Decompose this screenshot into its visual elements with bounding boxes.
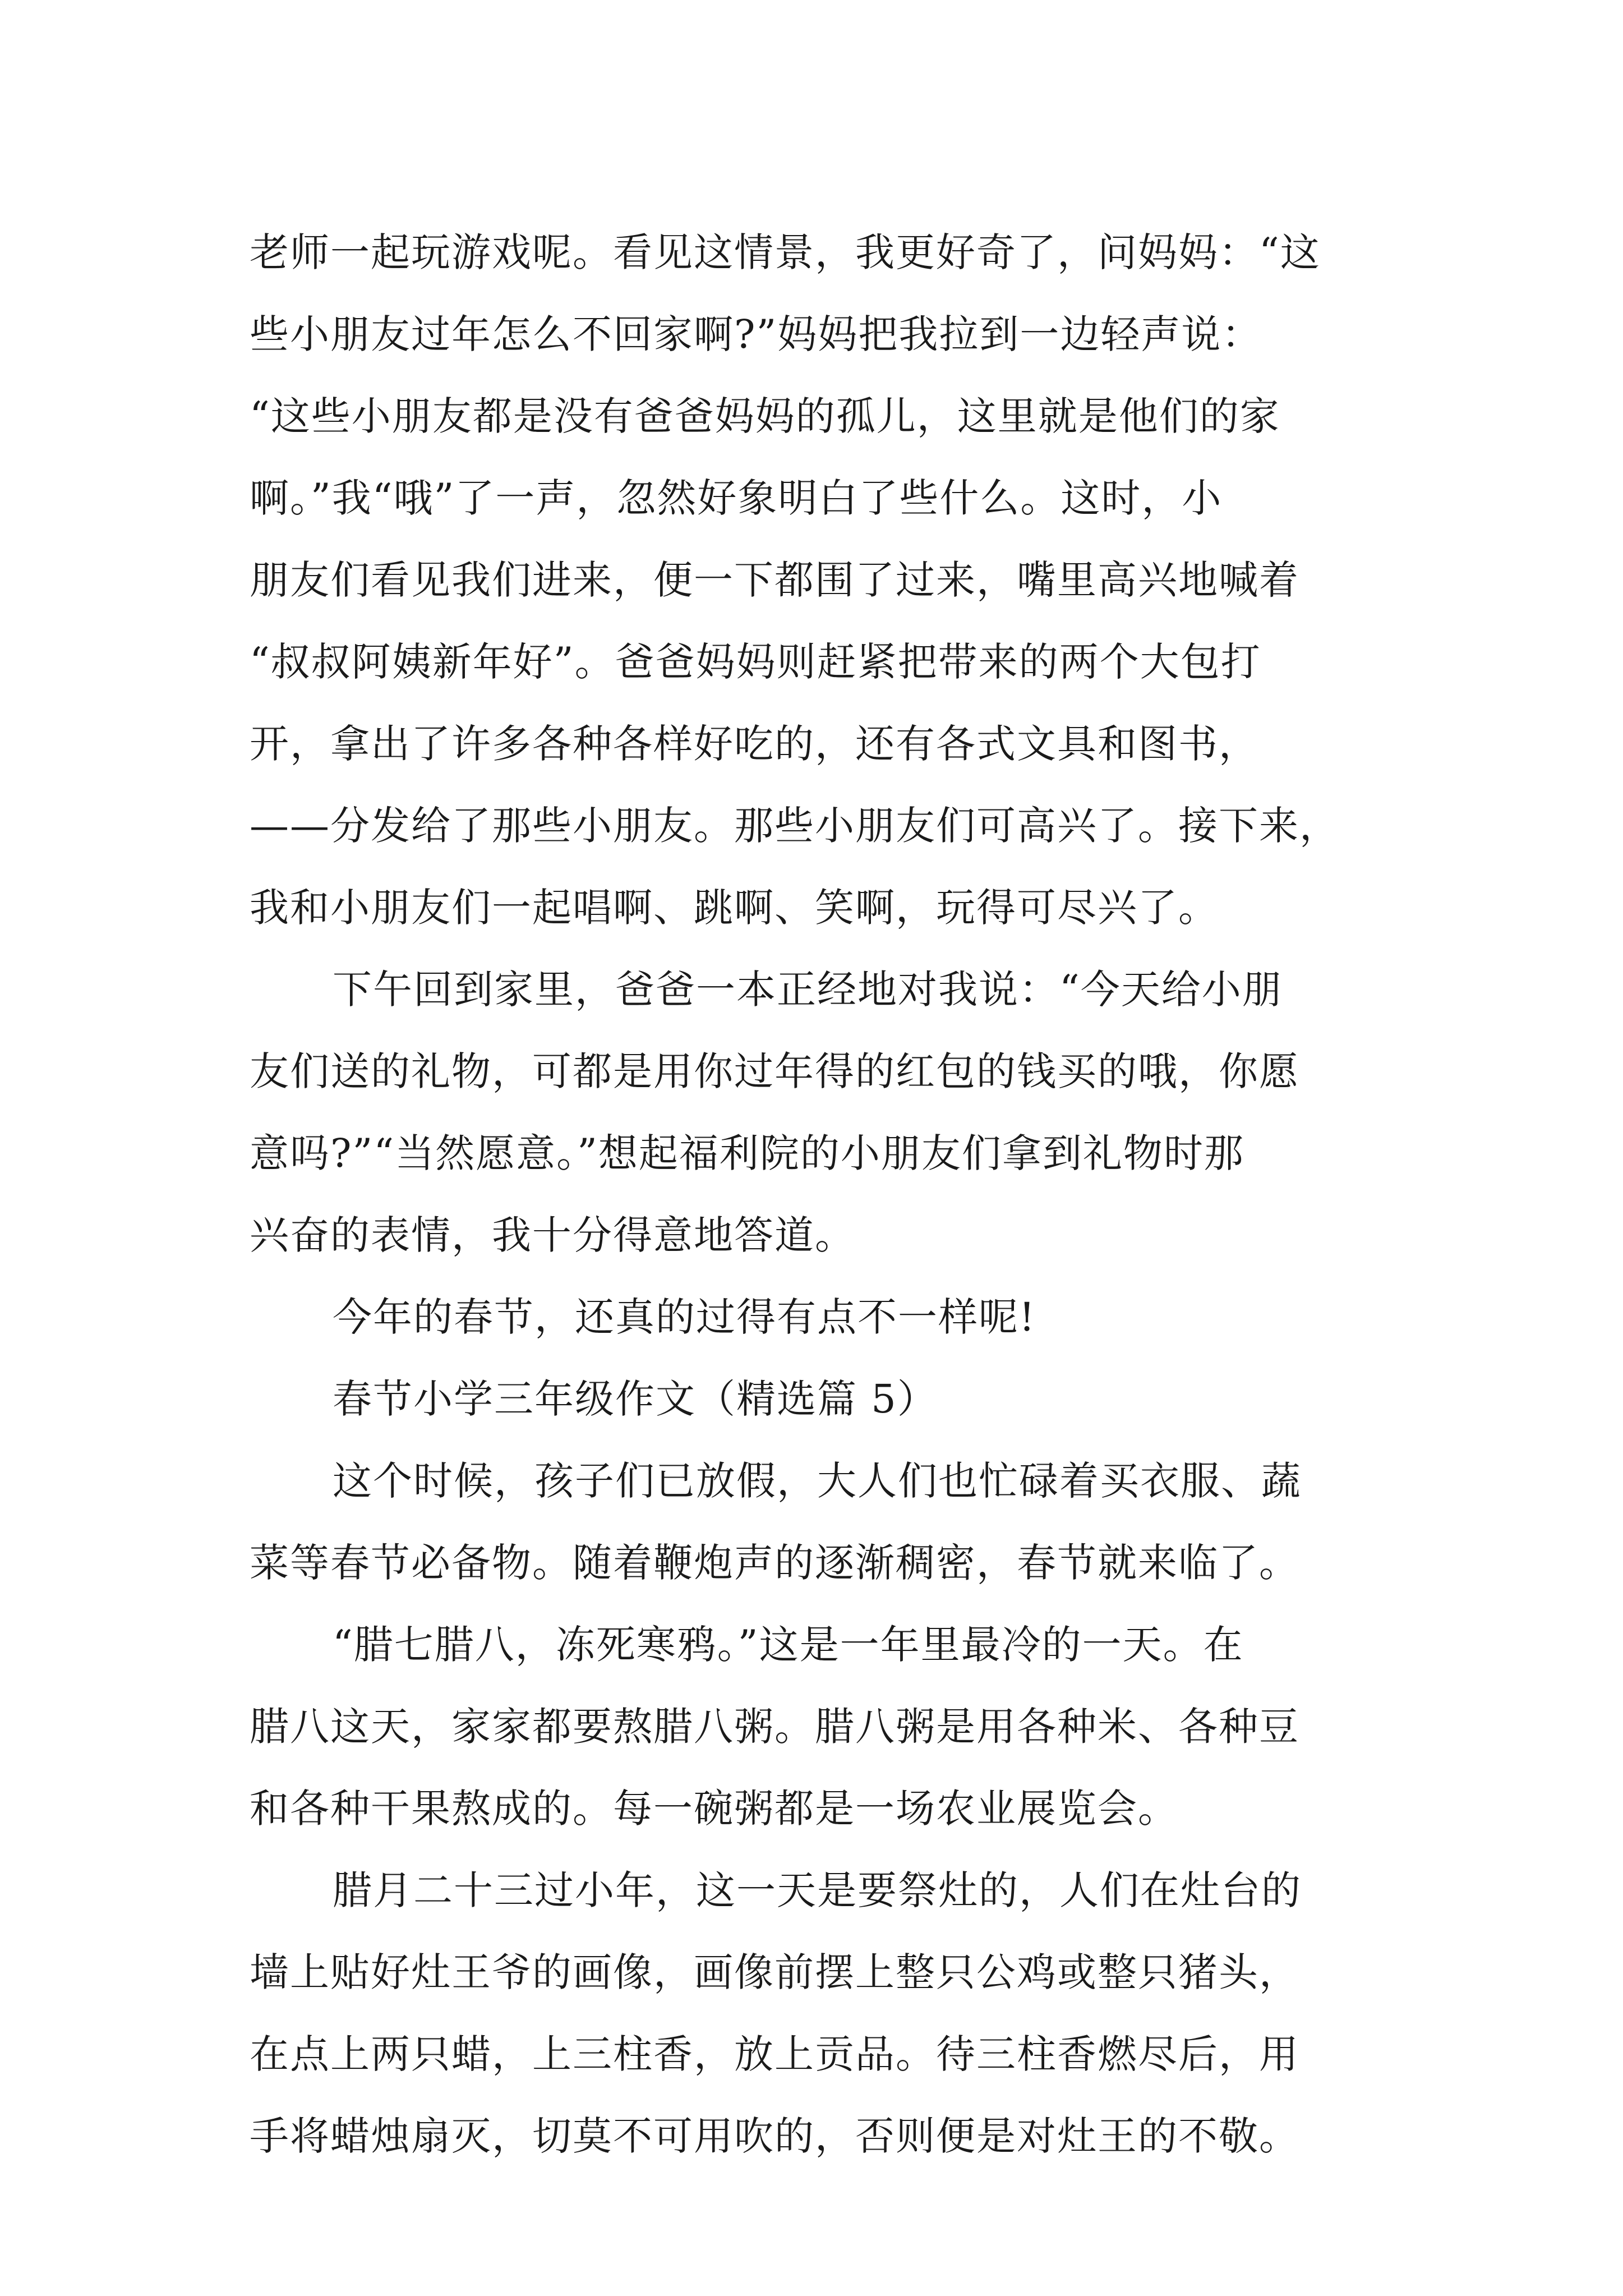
text-line: “这些小朋友都是没有爸爸妈妈的孤儿，这里就是他们的家 — [250, 393, 1280, 439]
text-line: 友们送的礼物，可都是用你过年得的红包的钱买的哦，你愿 — [250, 1048, 1299, 1094]
text-line: 腊八这天，家家都要熬腊八粥。腊八粥是用各种米、各种豆 — [250, 1704, 1299, 1750]
paragraph-start-line: 下午回到家里，爸爸一本正经地对我说：“今天给小朋 — [333, 967, 1283, 1013]
text-line: 兴奋的表情，我十分得意地答道。 — [250, 1212, 855, 1258]
text-line: 啊。”我“哦”了一声，忽然好象明白了些什么。这时，小 — [250, 475, 1223, 521]
text-line: 开，拿出了许多各种各样好吃的，还有各式文具和图书， — [250, 721, 1259, 767]
text-line: “叔叔阿姨新年好”。爸爸妈妈则赶紧把带来的两个大包打 — [250, 639, 1261, 685]
paragraph-start-line: “腊七腊八，冻死寒鸦。”这是一年里最冷的一天。在 — [333, 1622, 1244, 1668]
text-line: 些小朋友过年怎么不回家啊?”妈妈把我拉到一边轻声说： — [250, 311, 1262, 357]
text-line: 墙上贴好灶王爷的画像，画像前摆上整只公鸡或整只猪头， — [250, 1949, 1299, 1995]
body-text — [250, 211, 1396, 2177]
text-line: 菜等春节必备物。随着鞭炮声的逐渐稠密，春节就来临了。 — [250, 1540, 1299, 1586]
text-line: 朋友们看见我们进来，便一下都围了过来，嘴里高兴地喊着 — [250, 557, 1299, 603]
text-line: 我和小朋友们一起唱啊、跳啊、笑啊，玩得可尽兴了。 — [250, 885, 1219, 931]
text-line: 在点上两只蜡，上三柱香，放上贡品。待三柱香燃尽后，用 — [250, 2031, 1299, 2077]
section-heading: 春节小学三年级作文（精选篇 5） — [333, 1376, 938, 1422]
text-line: 意吗?”“当然愿意。”想起福利院的小朋友们拿到礼物时那 — [250, 1130, 1244, 1176]
text-line: 手将蜡烛扇灭，切莫不可用吹的，否则便是对灶王的不敬。 — [250, 2113, 1299, 2159]
paragraph-start-line: 腊月二十三过小年，这一天是要祭灶的，人们在灶台的 — [333, 1867, 1302, 1913]
text-line: 和各种干果熬成的。每一碗粥都是一场农业展览会。 — [250, 1786, 1178, 1832]
text-line: 老师一起玩游戏呢。看见这情景，我更好奇了，问妈妈：“这 — [250, 229, 1321, 275]
paragraph-start-line: 这个时候，孩子们已放假，大人们也忙碌着买衣服、蔬 — [333, 1458, 1302, 1504]
text-line: ——分发给了那些小朋友。那些小朋友们可高兴了。接下来， — [250, 803, 1340, 849]
paragraph-start-line: 今年的春节，还真的过得有点不一样呢! — [333, 1294, 1036, 1340]
